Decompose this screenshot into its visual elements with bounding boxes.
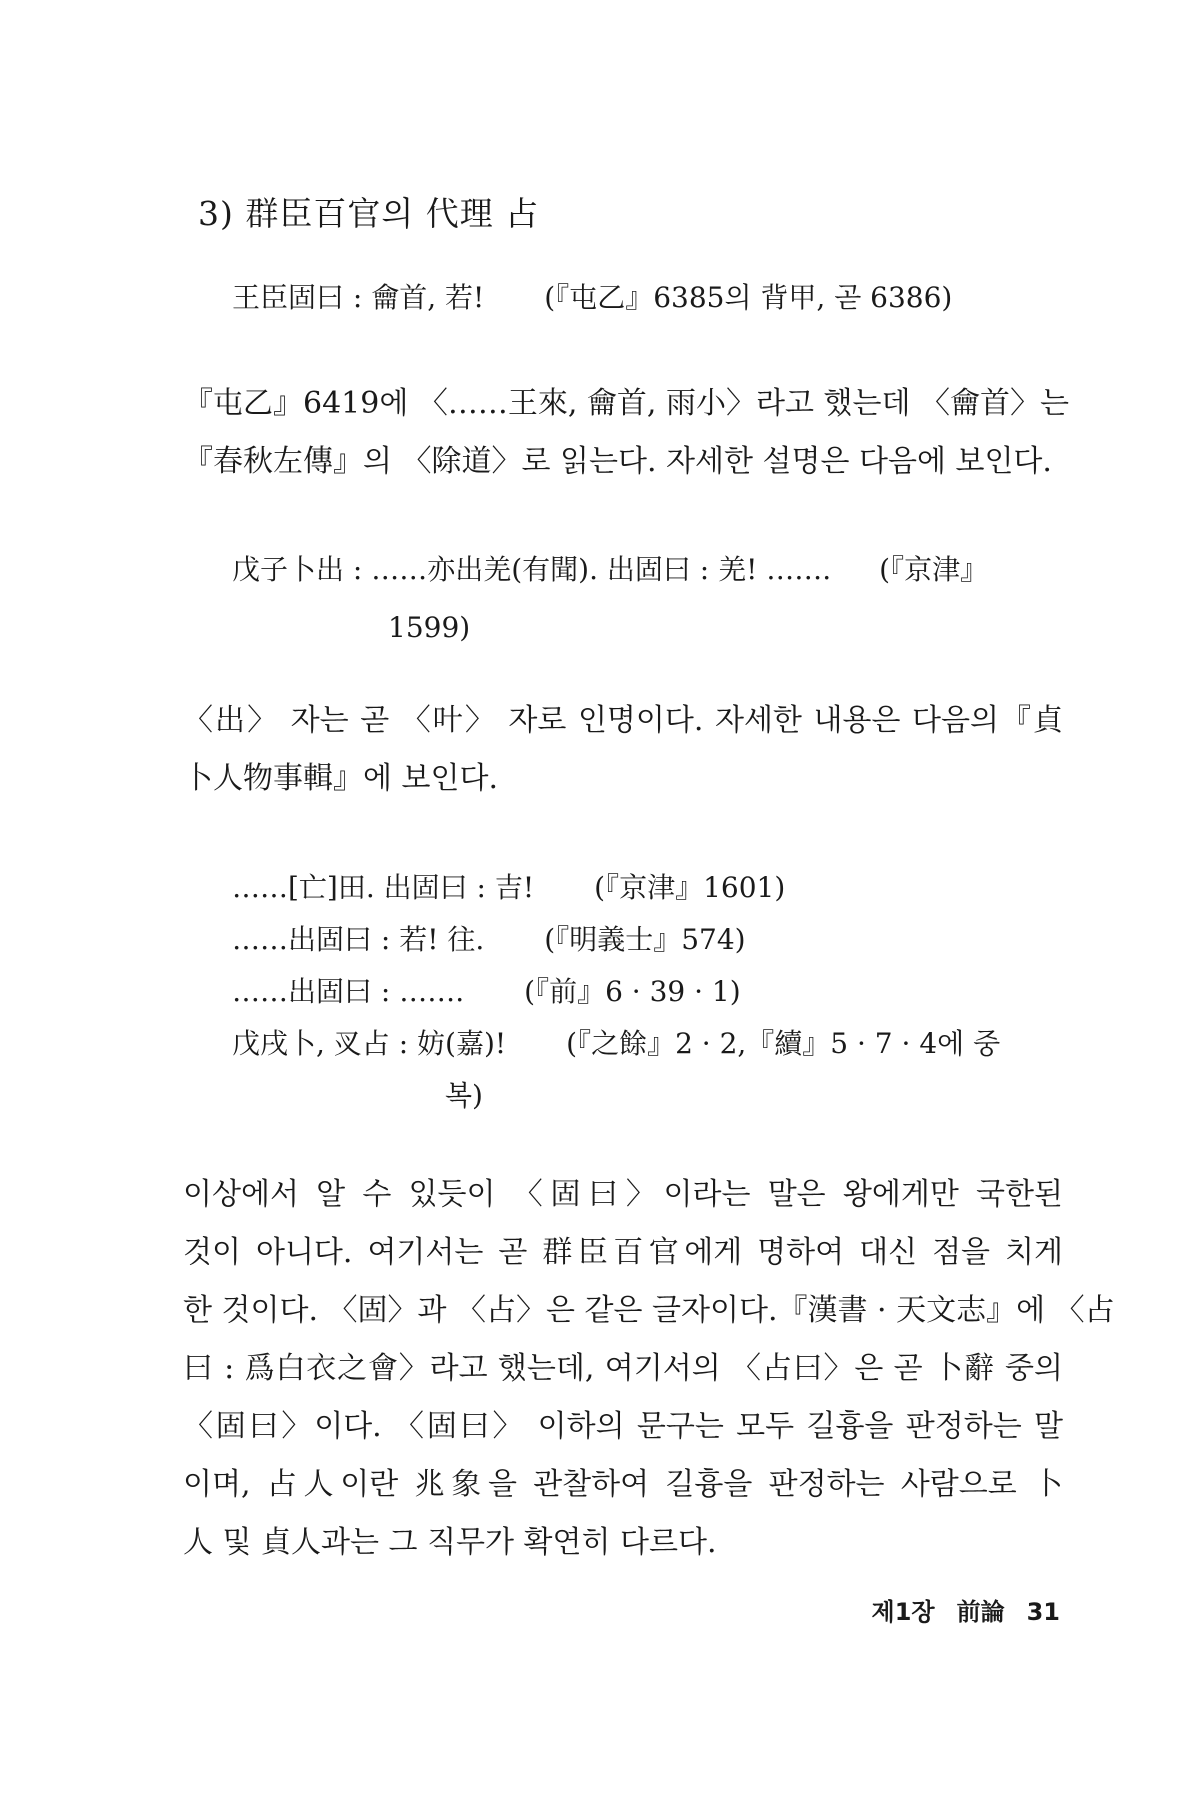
paragraph-line: 『春秋左傳』의 〈除道〉로 읽는다. 자세한 설명은 다음에 보인다. xyxy=(183,444,1052,479)
paragraph-line: 〈固曰〉이다. 〈固曰〉 이하의 문구는 모두 길흉을 판정하는 말 xyxy=(183,1409,1063,1444)
paragraph-2 xyxy=(183,692,1063,808)
paragraph-1 xyxy=(183,375,1069,491)
quote-source: (『前』6 · 39 · 1) xyxy=(524,975,741,1008)
paragraph-line: 이상에서 알 수 있듯이 〈固曰〉이라는 말은 왕에게만 국한된 xyxy=(183,1177,1063,1212)
quote-4 xyxy=(232,914,746,966)
page-number: 31 xyxy=(1026,1598,1060,1626)
quote-3 xyxy=(232,862,785,914)
paragraph-3 xyxy=(183,1166,1115,1572)
paragraph-line: 이며, 占人이란 兆象을 관찰하여 길흉을 판정하는 사람으로 卜 xyxy=(183,1467,1063,1502)
quote-source: (『屯乙』6385의 背甲, 곧 6386) xyxy=(544,281,953,314)
section-heading: 3) 群臣百官의 代理 占 xyxy=(198,194,540,233)
footer-chapter: 제1장 xyxy=(871,1598,935,1626)
quote-2-continuation: 1599) xyxy=(388,611,471,644)
quote-2 xyxy=(232,544,988,596)
quote-text: ……出固曰 : ……. xyxy=(232,975,465,1008)
paragraph-line: 것이 아니다. 여기서는 곧 群臣百官에게 명하여 대신 점을 치게 xyxy=(183,1235,1063,1270)
quote-1 xyxy=(232,272,952,324)
paragraph-line: 〈出〉 자는 곧 〈叶〉 자로 인명이다. 자세한 내용은 다음의『貞 xyxy=(183,703,1063,738)
page-footer xyxy=(872,1592,1060,1627)
quote-6-continuation: 복) xyxy=(445,1079,483,1112)
quote-text: ……出固曰 : 若! 往. xyxy=(232,923,485,956)
quote-5 xyxy=(232,966,741,1018)
footer-section: 前論 xyxy=(956,1598,1005,1626)
quote-source: (『京津』 xyxy=(879,553,989,586)
paragraph-line: 한 것이다. 〈固〉과 〈占〉은 같은 글자이다.『漢書 · 天文志』에 〈占 xyxy=(183,1293,1115,1328)
quote-source: (『明義士』574) xyxy=(544,923,746,956)
paragraph-line: 卜人物事輯』에 보인다. xyxy=(183,761,498,796)
quote-text: ……[亡]田. 出固曰 : 吉! xyxy=(232,871,535,904)
paragraph-line: 曰 : 爲白衣之會〉라고 했는데, 여기서의 〈占曰〉은 곧 卜辭 중의 xyxy=(183,1351,1063,1386)
quote-text: 王臣固曰 : 龠首, 若! xyxy=(232,281,485,314)
quote-6 xyxy=(232,1018,1000,1070)
quote-text: 戊子卜出 : ……亦出羌(有聞). 出固曰 : 羌! ……. xyxy=(232,553,832,586)
paragraph-line: 『屯乙』6419에 〈……王來, 龠首, 雨小〉라고 했는데 〈龠首〉는 xyxy=(183,386,1069,421)
paragraph-line: 人 및 貞人과는 그 직무가 확연히 다르다. xyxy=(183,1525,717,1560)
quote-text: 戊戌卜, 㕚占 : 妨(嘉)! xyxy=(232,1027,507,1060)
quote-source: (『京津』1601) xyxy=(594,871,786,904)
quote-source: (『之餘』2 · 2,『續』5 · 7 · 4에 중 xyxy=(566,1027,1001,1060)
